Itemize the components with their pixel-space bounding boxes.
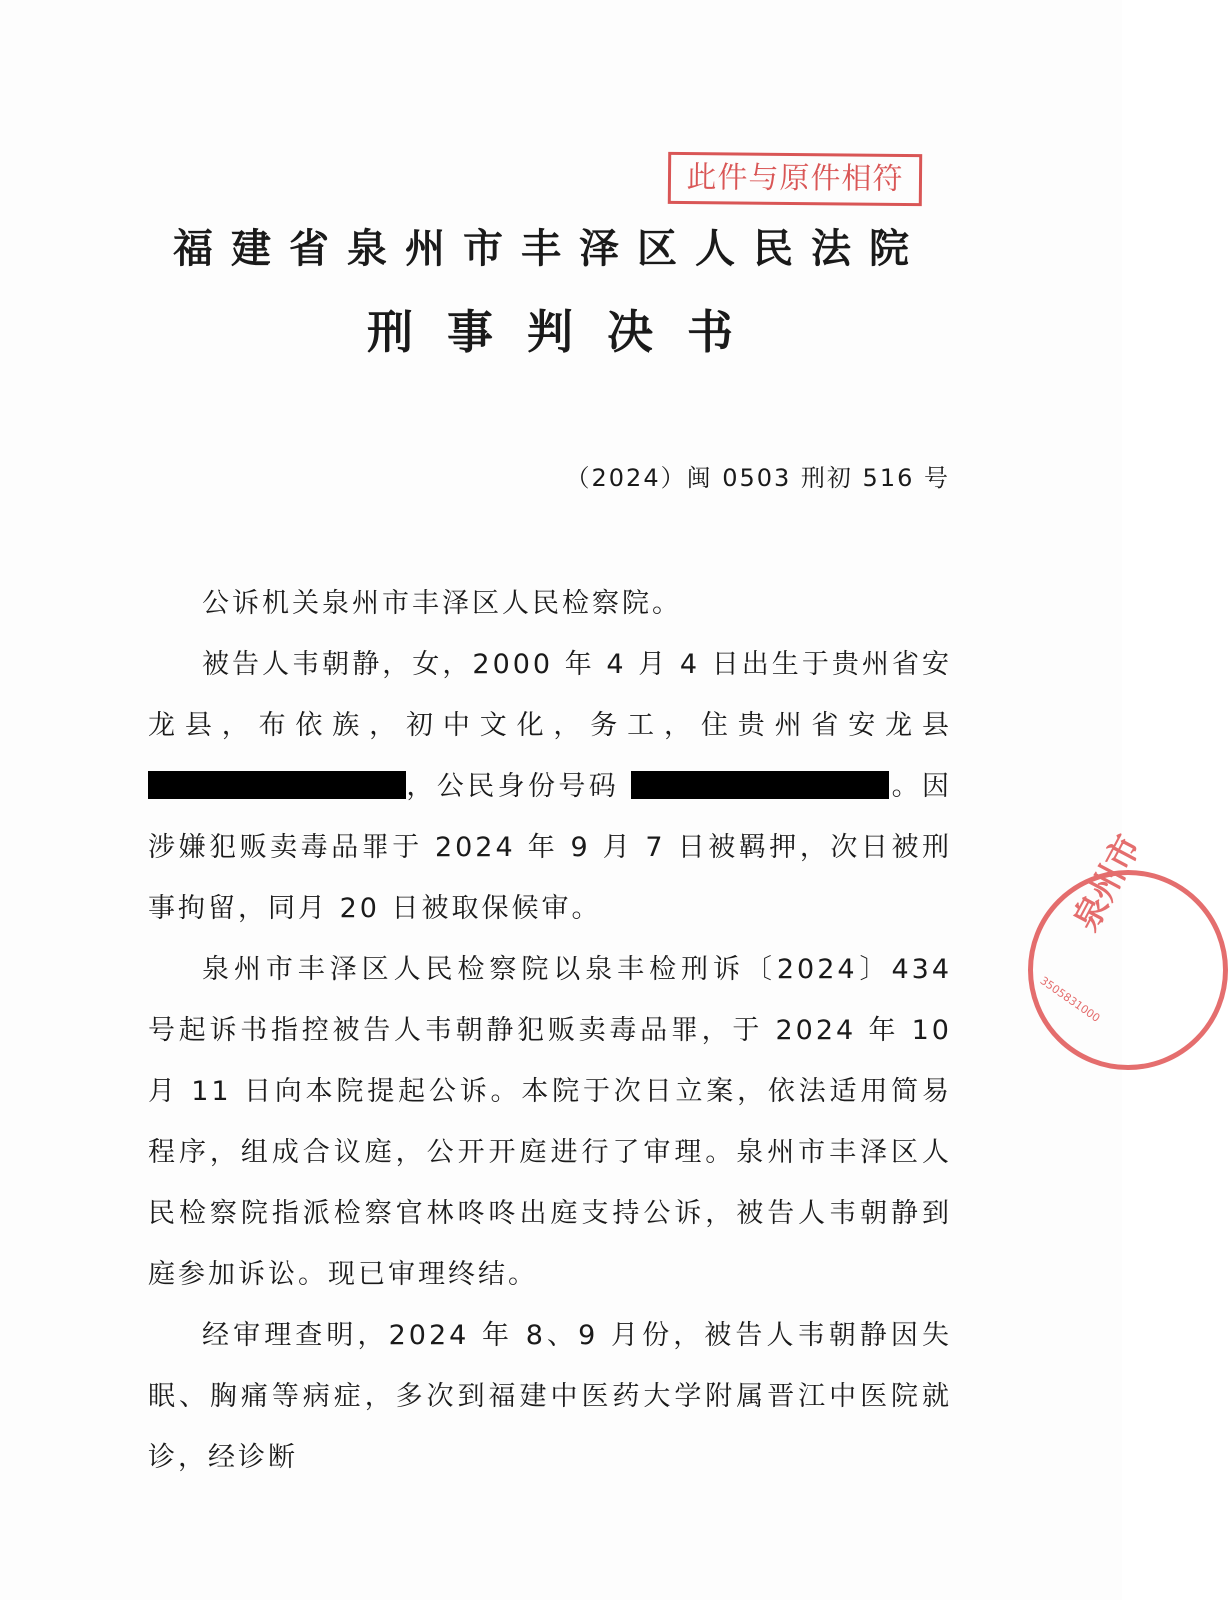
defendant-info-text: 被告人韦朝静，女，2000 年 4 月 4 日出生于贵州省安龙县，布依族，初中文化，务工，住贵州省安龙县 bbox=[148, 649, 952, 741]
court-seal-text: 泉州市 bbox=[1066, 828, 1150, 938]
id-number-label: ，公民身份号码 bbox=[406, 771, 620, 802]
court-seal bbox=[1028, 828, 1228, 1070]
judgment-body bbox=[148, 573, 952, 1488]
document-title: 刑事判决书 bbox=[367, 305, 767, 359]
prosecution-paragraph: 泉州市丰泽区人民检察院以泉丰检刑诉〔2024〕434 号起诉书指控被告人韦朝静犯贩卖毒品罪，于 2024 年 10 月 11 日向本院提起公诉。本院于次日立案，依法适用简易程序，组成合议庭，公开开庭进行了审理。泉州市丰泽区人民检察院指派检察官林咚咚出庭支持公诉，被告人韦朝静到庭参加诉讼。现已审理终结。 bbox=[148, 954, 952, 1290]
redacted-id-number bbox=[631, 771, 889, 799]
redacted-address bbox=[148, 771, 406, 799]
defendant-paragraph bbox=[148, 634, 952, 939]
court-seal-code: 3505831000 bbox=[1037, 974, 1103, 1025]
copy-certification-stamp: 此件与原件相符 bbox=[668, 152, 922, 206]
case-number: （2024）闽 0503 刑初 516 号 bbox=[565, 464, 950, 492]
custody-text: 。因涉嫌犯贩卖毒品罪于 2024 年 9 月 7 日被羁押，次日被刑事拘留，同月 20 日被取保候审。 bbox=[148, 771, 953, 924]
prosecutor-paragraph: 公诉机关泉州市丰泽区人民检察院。 bbox=[202, 588, 682, 619]
court-name-heading: 福建省泉州市丰泽区人民法院 bbox=[173, 225, 927, 272]
findings-paragraph: 经审理查明，2024 年 8、9 月份，被告人韦朝静因失眠、胸痛等病症，多次到福建中医药大学附属晋江中医院就诊，经诊断 bbox=[148, 1320, 952, 1473]
